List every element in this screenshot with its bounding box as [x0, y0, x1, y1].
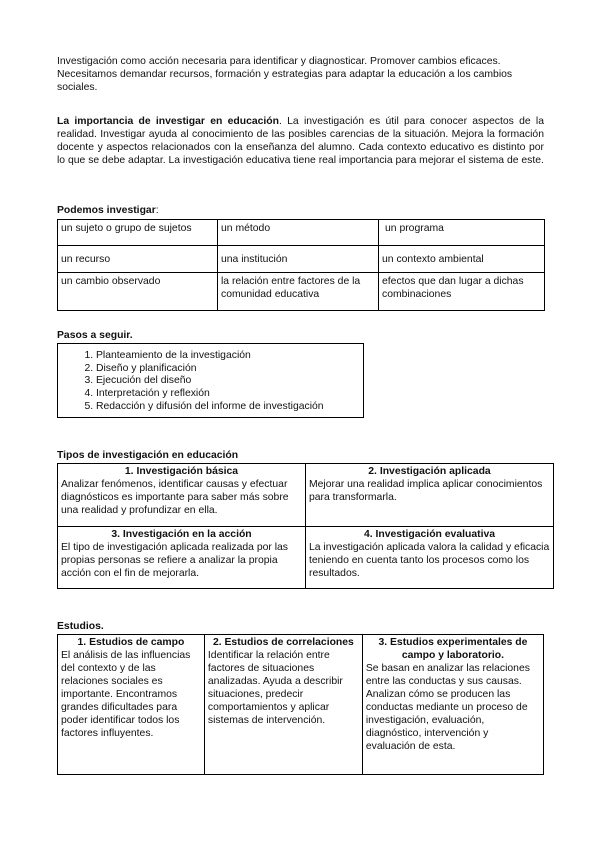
estudio-heading: 2. Estudios de correlaciones — [212, 637, 354, 648]
table-row — [58, 527, 554, 589]
list-item: 1. Planteamiento de la investigación — [96, 350, 363, 363]
table-cell — [58, 527, 306, 589]
tipos-table — [57, 463, 554, 589]
table-row — [58, 273, 545, 311]
table-cell — [305, 464, 553, 527]
podemos-colon: : — [155, 205, 159, 216]
estudios-heading: Estudios. — [57, 621, 104, 632]
table-row — [58, 464, 554, 527]
podemos-heading — [57, 204, 159, 217]
tipo-text: La investigación aplicada valora la calidad y eficacia teniendo en cuenta tanto los procesos como los resultados. — [308, 542, 550, 579]
list-item: 2. Diseño y planificación — [96, 363, 363, 376]
tipo-text: Analizar fenómenos, identificar causas y efectuar diagnósticos es importante para saber más sobre una realidad y profundizar en ella. — [61, 479, 289, 516]
table-cell: un sujeto o grupo de sujetos — [58, 220, 218, 246]
tipo-heading: 3. Investigación en la acción — [111, 529, 252, 540]
table-cell: un cambio observado — [58, 273, 218, 311]
document-page — [57, 55, 550, 752]
importance-title: La importancia de investigar en educación — [57, 116, 279, 127]
table-cell — [58, 635, 205, 775]
table-cell — [305, 527, 553, 589]
tipo-text: El tipo de investigación aplicada realizada por las propias personas se refiere a analizar la propia acción con el fin de mejorarla. — [61, 542, 289, 579]
estudio-heading: 1. Estudios de campo — [77, 637, 185, 648]
intro-paragraph: Investigación como acción necesaria para identificar y diagnosticar. Promover cambios eficaces. Necesitamos demandar recursos, formación y estrategias para adaptar la educación a los cambios sociales. — [57, 56, 513, 93]
table-cell: una institución — [218, 246, 379, 273]
estudio-heading: 3. Estudios experimentales de campo y laboratorio. — [378, 637, 528, 661]
tipos-heading: Tipos de investigación en educación — [57, 450, 239, 461]
table-cell: efectos que dan lugar a dichas combinaciones — [379, 273, 545, 311]
table-cell: un recurso — [58, 246, 218, 273]
tipo-text: Mejorar una realidad implica aplicar conocimientos para transformarla. — [308, 479, 543, 503]
estudio-text: El análisis de las influencias del contexto y de las relaciones sociales es importante. Encontramos grandes dificultades para poder identificar todos los factores influyentes. — [61, 650, 191, 739]
podemos-table — [57, 219, 545, 311]
list-item: 3. Ejecución del diseño — [96, 375, 363, 388]
estudio-text: Se basan en analizar las relaciones entre las conductas y sus causas. Analizan cómo se producen las conductas mediante un proceso de investigación, evaluación, diagnóstico, intervención y evaluación de esta. — [365, 663, 530, 752]
table-row — [58, 220, 545, 246]
table-cell — [362, 635, 543, 775]
list-item: 5. Redacción y difusión del informe de investigación — [96, 401, 363, 414]
table-row — [58, 246, 545, 273]
table-cell: un programa — [379, 220, 545, 246]
estudios-table — [57, 634, 544, 775]
importance-paragraph — [57, 115, 544, 167]
pasos-list — [58, 350, 363, 414]
importance-body: . La investigación es útil para conocer aspectos de la realidad. Investigar ayuda al conocimiento de las posibles carencias de la situación. Mejora la formación docente y aspectos relacionados con la enseñanza del alumno. Cada contexto educativo es distinto por lo que se debe adaptar. La investigación educativa tiene real importancia para mejorar el sistema de este. — [57, 116, 545, 166]
table-row — [58, 635, 544, 775]
podemos-title: Podemos investigar — [57, 205, 156, 216]
pasos-box — [57, 343, 364, 418]
table-cell: un contexto ambiental — [379, 246, 545, 273]
tipo-heading: 4. Investigación evaluativa — [363, 529, 496, 540]
list-item: 4. Interpretación y reflexión — [96, 388, 363, 401]
table-cell — [58, 464, 306, 527]
pasos-heading: Pasos a seguir. — [57, 330, 133, 341]
table-cell: la relación entre factores de la comunidad educativa — [218, 273, 379, 311]
table-cell: un método — [218, 220, 379, 246]
estudio-text: Identificar la relación entre factores de situaciones analizadas. Ayuda a describir situaciones, predecir comportamientos y aplicar sistemas de intervención. — [207, 650, 343, 726]
tipo-heading: 2. Investigación aplicada — [368, 466, 491, 477]
table-cell — [204, 635, 362, 775]
tipo-heading: 1. Investigación básica — [124, 466, 239, 477]
